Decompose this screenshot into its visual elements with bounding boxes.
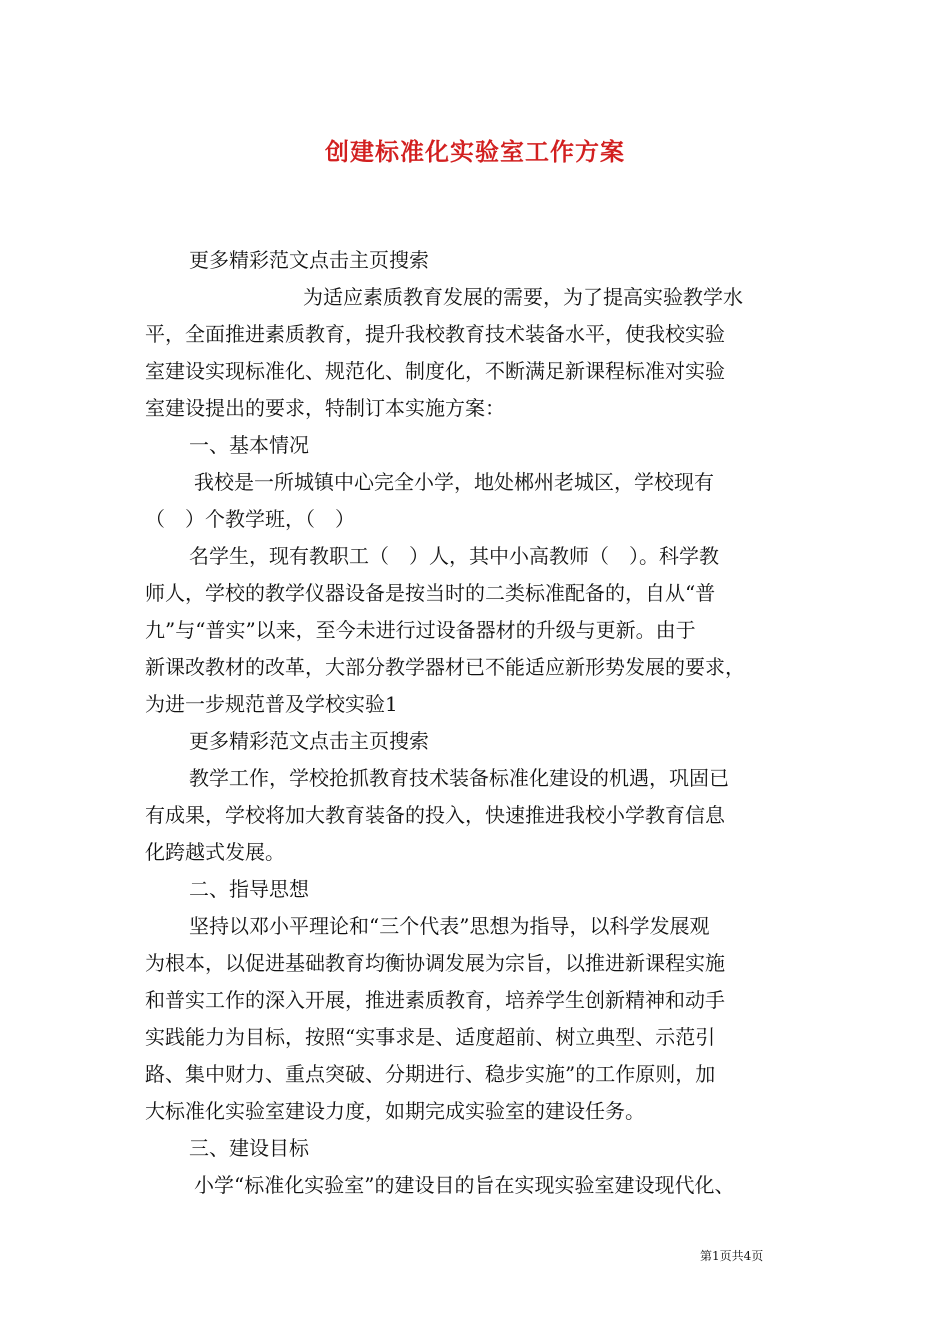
promo-line: 更多精彩范文点击主页搜索 bbox=[189, 729, 429, 753]
body-line: 坚持以邓小平理论和“三个代表”思想为指导，以科学发展观 bbox=[189, 914, 710, 938]
body-line: 名学生，现有教职工（ ）人，其中小高教师（ ）。科学教 bbox=[189, 544, 719, 568]
body-line: 为适应素质教育发展的需要，为了提高实验教学水 bbox=[303, 285, 743, 309]
body-line: 化跨越式发展。 bbox=[145, 840, 285, 864]
body-line: 实践能力为目标，按照“实事求是、适度超前、树立典型、示范引 bbox=[145, 1025, 716, 1049]
section-heading: 一、基本情况 bbox=[189, 433, 309, 457]
body-line: 九”与“普实”以来，至今未进行过设备器材的升级与更新。由于 bbox=[145, 618, 696, 642]
body-line: 平，全面推进素质教育，提升我校教育技术装备水平，使我校实验 bbox=[145, 322, 725, 346]
body-line: 路、集中财力、重点突破、分期进行、稳步实施”的工作原则，加 bbox=[145, 1062, 716, 1086]
document-title: 创建标准化实验室工作方案 bbox=[325, 137, 625, 166]
body-line: 室建设实现标准化、规范化、制度化，不断满足新课程标准对实验 bbox=[145, 359, 725, 383]
section-heading: 二、指导思想 bbox=[189, 877, 309, 901]
page-number: 第1页共4页 bbox=[700, 1249, 764, 1263]
section-heading: 三、建设目标 bbox=[189, 1136, 309, 1160]
body-line: 我校是一所城镇中心完全小学，地处郴州老城区，学校现有 bbox=[194, 470, 714, 494]
body-line: 室建设提出的要求，特制订本实施方案： bbox=[145, 396, 505, 420]
body-line: 和普实工作的深入开展，推进素质教育，培养学生创新精神和动手 bbox=[145, 988, 725, 1012]
body-line: 小学“标准化实验室”的建设目的旨在实现实验室建设现代化、 bbox=[194, 1173, 735, 1197]
body-line: 师人，学校的教学仪器设备是按当时的二类标准配备的，自从“普 bbox=[145, 581, 716, 605]
body-line: 为根本，以促进基础教育均衡协调发展为宗旨，以推进新课程实施 bbox=[145, 951, 725, 975]
body-line: 大标准化实验室建设力度，如期完成实验室的建设任务。 bbox=[145, 1099, 645, 1123]
promo-line: 更多精彩范文点击主页搜索 bbox=[189, 248, 429, 272]
body-line: 有成果，学校将加大教育装备的投入，快速推进我校小学教育信息 bbox=[145, 803, 725, 827]
body-line: 教学工作，学校抢抓教育技术装备标准化建设的机遇，巩固已 bbox=[189, 766, 729, 790]
body-line: （ ）个教学班，（ ） bbox=[145, 507, 355, 531]
document-body bbox=[145, 242, 815, 1204]
body-line: 新课改教材的改革，大部分教学器材已不能适应新形势发展的要求， bbox=[145, 655, 745, 679]
body-line: 为进一步规范普及学校实验1 bbox=[145, 692, 398, 716]
